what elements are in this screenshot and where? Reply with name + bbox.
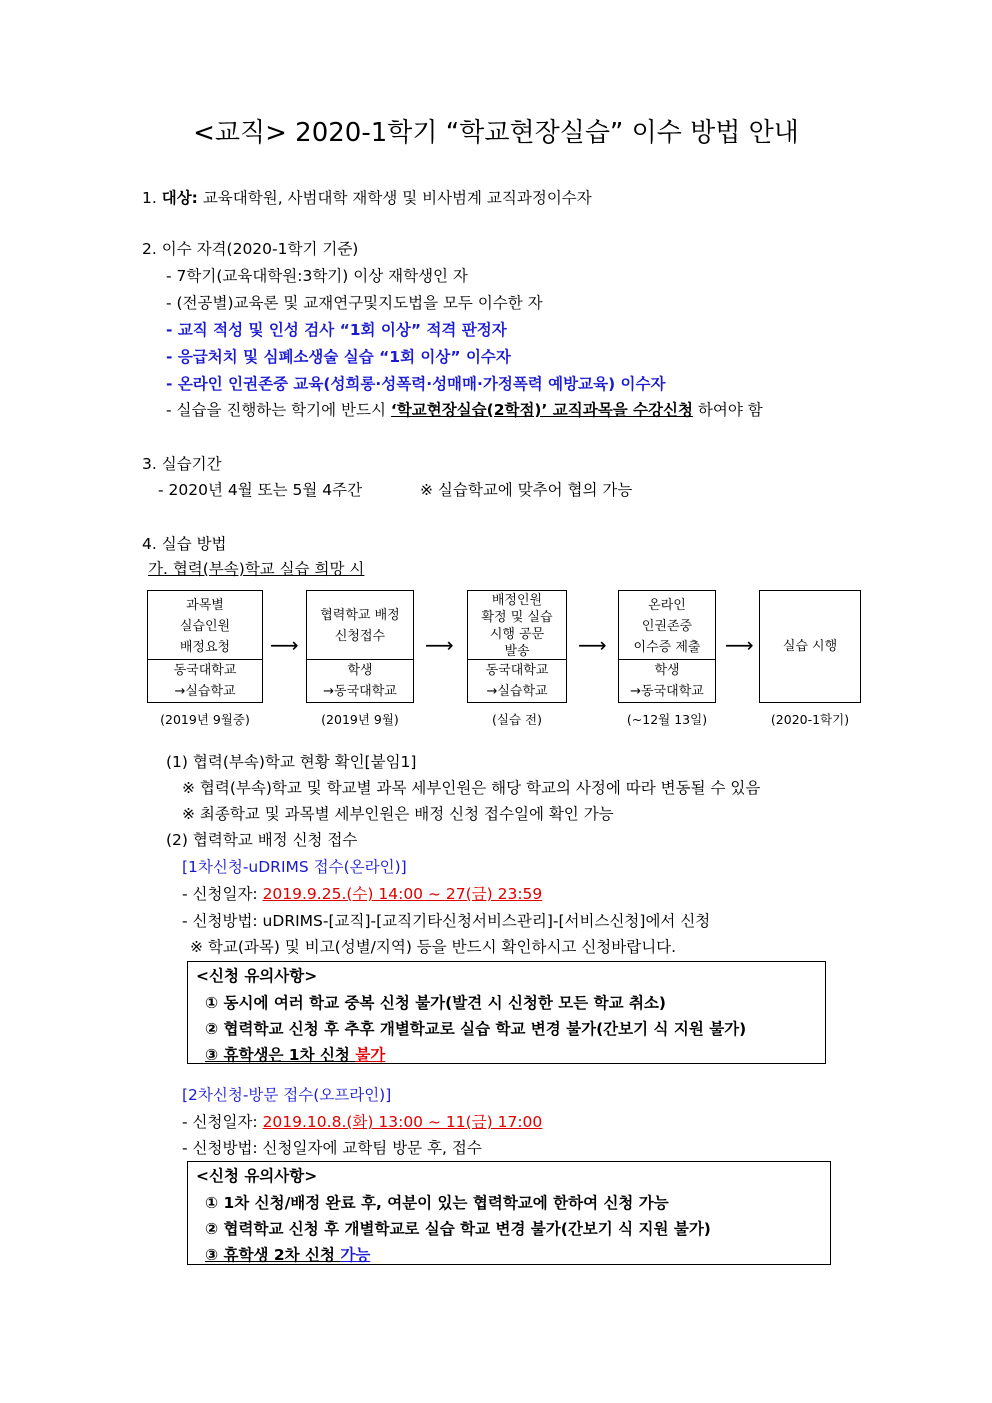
page-title: <교직> 2020-1학기 “학교현장실습” 이수 방법 안내 <box>193 118 799 148</box>
flow-step <box>147 590 263 703</box>
flow-step <box>306 590 414 703</box>
notice-box-title: <신청 유의사항> <box>196 1167 318 1185</box>
flow-step-to: →동국대학교 <box>630 684 704 699</box>
notice-rule-emphasis: 불가 <box>355 1046 386 1064</box>
date-label: - 신청일자: <box>182 1113 263 1131</box>
flow-step-text: 실습인원 <box>179 618 231 634</box>
round-2-title: [2차신청-방문 접수(오프라인)] <box>182 1086 392 1104</box>
eligibility-item: - 7학기(교육대학원:3학기) 이상 재학생인 자 <box>166 267 468 285</box>
flow-step-to: →실습학교 <box>174 684 236 699</box>
eligibility-item <box>166 398 763 420</box>
step-1-note: ※ 최종학교 및 과목별 세부인원은 배정 신청 접수일에 확인 가능 <box>182 805 614 823</box>
step-2-heading: (2) 협력학교 배정 신청 접수 <box>166 831 358 849</box>
flow-step-text: 실습 시행 <box>782 639 838 654</box>
section-1-text: 교육대학원, 사범대학 재학생 및 비사범계 교직과정이수자 <box>202 189 592 207</box>
notice-rule: ① 1차 신청/배정 완료 후, 여분이 있는 협력학교에 한하여 신청 가능 <box>205 1194 669 1212</box>
section-4-sub: 가. 협력(부속)학교 실습 희망 시 <box>148 560 365 578</box>
date-value: 2019.10.8.(화) 13:00 ~ 11(금) 17:00 <box>262 1113 543 1131</box>
eligibility-item: - 온라인 인권존중 교육(성희롱·성폭력·성매매·가정폭력 예방교육) 이수자 <box>166 375 666 393</box>
section-1-num: 1. <box>142 189 157 207</box>
section-3-heading: 3. 실습기간 <box>142 455 222 473</box>
flow-step-text: 시행 공문 <box>489 627 545 642</box>
notice-rule <box>205 1243 370 1265</box>
flow-step-to: →동국대학교 <box>323 684 397 699</box>
eligibility-item: - (전공별)교육론 및 교재연구및지도법을 모두 이수한 자 <box>166 294 543 312</box>
date-label: - 신청일자: <box>182 885 263 903</box>
round-2-date <box>182 1110 542 1132</box>
flow-caption: (2019년 9월) <box>321 712 399 727</box>
flow-arrow-icon: ⟶ <box>725 633 754 657</box>
section-1-label: 대상: <box>161 189 198 207</box>
flow-step-text: 신청접수 <box>334 629 386 644</box>
step-1-heading: (1) 협력(부속)학교 현황 확인[붙임1] <box>166 753 417 771</box>
practice-period: - 2020년 4월 또는 5월 4주간 <box>158 481 363 499</box>
round-2-method: - 신청방법: 신청일자에 교학팀 방문 후, 접수 <box>182 1139 482 1157</box>
flow-step <box>618 590 716 703</box>
flow-step-from: 동국대학교 <box>173 663 237 678</box>
notice-box-title: <신청 유의사항> <box>196 967 318 985</box>
section-2-heading: 2. 이수 자격(2020-1학기 기준) <box>142 240 359 258</box>
round-1-note: ※ 학교(과목) 및 비고(성별/지역) 등을 반드시 확인하시고 신청바랍니다. <box>190 938 677 956</box>
flow-step-text: 온라인 <box>648 597 686 613</box>
flow-arrow-icon: ⟶ <box>425 633 454 657</box>
notice-rule-text: ③ 휴학생은 1차 신청 <box>205 1046 356 1064</box>
flow-step <box>467 590 567 703</box>
flow-step-text: 인권존중 <box>641 618 693 634</box>
notice-box-2 <box>187 1161 831 1265</box>
flow-caption: (~12월 13일) <box>626 712 708 727</box>
round-1-method: - 신청방법: uDRIMS-[교직]-[교직기타신청서비스관리]-[서비스신청]에서 신청 <box>182 912 711 930</box>
flow-arrow-icon: ⟶ <box>270 633 299 657</box>
flow-step <box>759 590 861 703</box>
flow-caption: (2020-1학기) <box>770 712 850 727</box>
flow-step-text: 과목별 <box>186 597 224 613</box>
flow-step-to: →실습학교 <box>486 684 548 699</box>
section-4-heading: 4. 실습 방법 <box>142 535 227 553</box>
notice-rule: ① 동시에 여러 학교 중복 신청 불가(발견 시 신청한 모든 학교 취소) <box>205 994 666 1012</box>
flow-step-from: 학생 <box>654 663 680 678</box>
eligibility-item: - 응급처치 및 심폐소생술 실습 “1회 이상” 이수자 <box>166 348 511 366</box>
notice-rule-emphasis: 가능 <box>340 1246 371 1264</box>
flow-step-text: 확정 및 실습 <box>481 610 553 625</box>
notice-rule <box>205 1043 385 1065</box>
step-1-note: ※ 협력(부속)학교 및 학교별 과목 세부인원은 해당 학교의 사정에 따라 변동될 수 있음 <box>182 779 761 797</box>
course-requirement: ‘학교현장실습(2학점)’ 교직과목을 수강신청 <box>390 401 693 419</box>
eligibility-pre: - 실습을 진행하는 학기에 반드시 <box>166 401 391 419</box>
flow-step-from: 학생 <box>347 663 373 678</box>
section-1 <box>142 186 592 208</box>
flow-step-from: 동국대학교 <box>485 663 549 678</box>
notice-rule: ② 협력학교 신청 후 개별학교로 실습 학교 변경 불가(간보기 식 지원 불가) <box>205 1220 711 1238</box>
round-1-date <box>182 882 542 904</box>
round-1-title: [1차신청-uDRIMS 접수(온라인)] <box>182 858 407 876</box>
eligibility-item: - 교직 적성 및 인성 검사 “1회 이상” 적격 판정자 <box>166 321 507 339</box>
eligibility-post: 하여야 함 <box>692 401 763 419</box>
flow-step-text: 협력학교 배정 <box>320 608 400 623</box>
period-note: ※ 실습학교에 맞추어 협의 가능 <box>420 481 633 499</box>
flow-step-text: 발송 <box>504 644 530 659</box>
flow-step-text: 배정인원 <box>491 593 543 608</box>
notice-rule-text: ③ 휴학생 2차 신청 <box>205 1246 341 1264</box>
flow-step-text: 이수증 제출 <box>633 639 701 655</box>
flow-step-text: 배정요청 <box>179 639 231 655</box>
flow-caption: (2019년 9월중) <box>160 712 250 727</box>
notice-box-1 <box>187 961 826 1064</box>
flow-arrow-icon: ⟶ <box>578 633 607 657</box>
date-value: 2019.9.25.(수) 14:00 ~ 27(금) 23:59 <box>262 885 543 903</box>
flow-caption: (실습 전) <box>492 712 542 727</box>
notice-rule: ② 협력학교 신청 후 추후 개별학교로 실습 학교 변경 불가(간보기 식 지원 불가) <box>205 1020 747 1038</box>
